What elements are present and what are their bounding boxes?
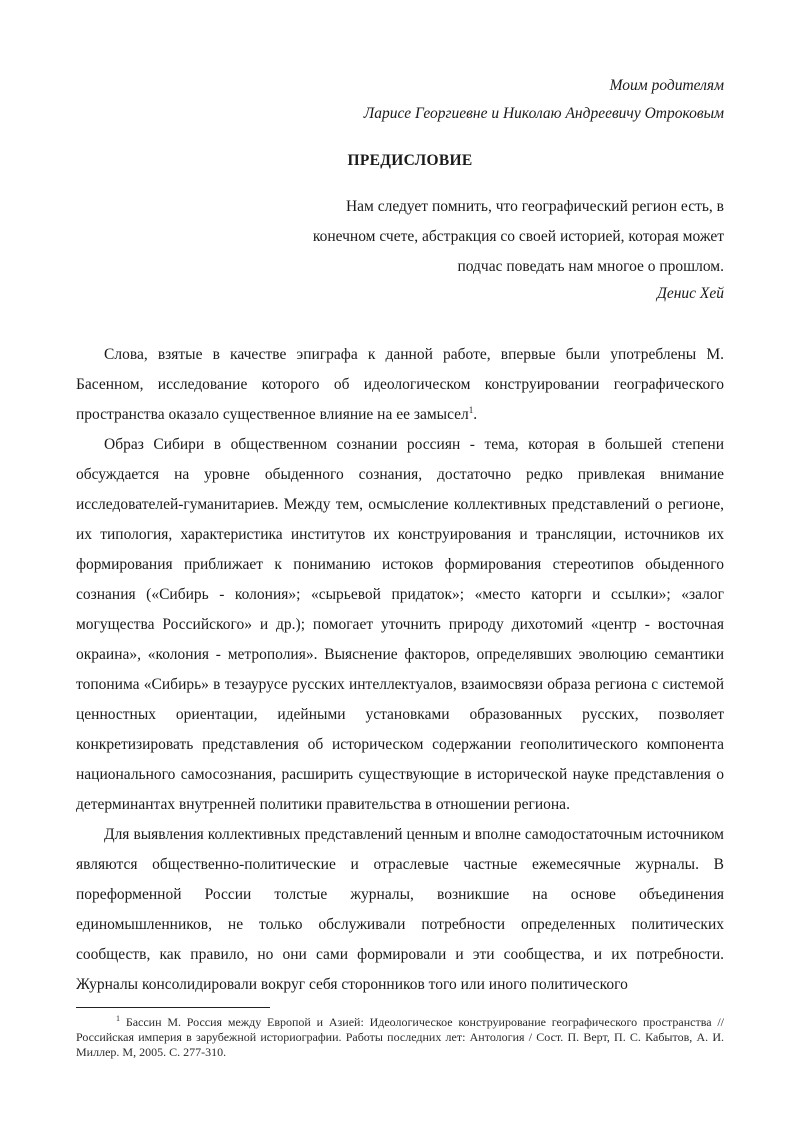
epigraph-line-1: Нам следует помнить, что географический регион есть, в bbox=[345, 198, 724, 215]
paragraph-1: Слова, взятые в качестве эпиграфа к данной работе, впервые были употреблены М. Басенном, исследование которого об идеологическом конструировании географического пространства оказало существенное влияние на ее замысел$^1$. bbox=[76, 346, 724, 423]
epigraph-line-2: конечном счете, абстракция со своей историей, которая может bbox=[312, 228, 724, 245]
epigraph-author: Денис Хей bbox=[656, 285, 724, 302]
footnote-mark: 1 bbox=[116, 1014, 120, 1023]
dedication-line-1: Моим родителям bbox=[609, 77, 724, 94]
epigraph bbox=[286, 192, 724, 282]
paragraph-2: Образ Сибири в общественном сознании россиян - тема, которая в большей степени обсуждается на уровне обыденного сознания, достаточно редко привлекая внимание исследователей-гуманитариев. Между тем, осмысление коллективных представлений о регионе, их типология, характеристика институтов их конструирования и трансляции, источников их формирования приближает к пониманию истоков формирования стереотипов обыденного сознания («Сибирь - колония»; «сырьевой придаток»; «место каторги и ссылки»; «залог могущества Российского» и др.); помогает уточнить природу дихотомий «центр - восточная окраина», «колония - метрополия». Выяснение факторов, определявших эволюцию семантики топонима «Сибирь» в тезаурусе русских интеллектуалов, взаимосвязи образа региона с системой ценностных ориентации, идейными установками образованных русских, позволяет конкретизировать представления об историческом содержании геополитического компонента национального самосознания, расширить существующие в исторической науке представления о детерминантах внутренней политики правительства в отношении региона. bbox=[76, 436, 724, 813]
footnote-reference[interactable]: 1 bbox=[468, 404, 474, 415]
paragraph-3: Для выявления коллективных представлений ценным и вполне самодостаточным источником являются общественно-политические и отраслевые частные ежемесячные журналы. В пореформенной России толстые журналы, возникшие на основе объединения единомышленников, не только обслуживали потребности определенных политических сообществ, как правило, но они сами формировали и эти сообщества, и их потребности. Журналы консолидировали вокруг себя сторонников того или иного политического bbox=[76, 826, 724, 993]
body-text bbox=[76, 340, 724, 1000]
paragraph-1-text: Слова, взятые в качестве эпиграфа к данной работе, впервые были употреблены М. Басенном, исследование которого об идеологическом конструировании географического пространства оказало существенное влияние на ее замысел bbox=[76, 346, 724, 423]
dedication-line-2: Ларисе Георгиевне и Николаю Андреевичу Отроковым bbox=[363, 105, 724, 122]
footnote-text: Бассин М. Россия между Европой и Азией: Идеологическое конструирование географического пространства // Российская империя в зарубежной историографии. Работы последних лет: Антология / Сост. П. Верт, П. С. Кабытов, А. И. Миллер. М, 2005. С. 277-310. bbox=[76, 1015, 725, 1059]
epigraph-line-3: подчас поведать нам многое о прошлом. bbox=[457, 258, 724, 275]
page-body bbox=[76, 70, 724, 1000]
footnote-divider bbox=[76, 1007, 270, 1008]
footnote bbox=[76, 1015, 724, 1060]
section-heading: ПРЕДИСЛОВИЕ bbox=[347, 152, 473, 169]
